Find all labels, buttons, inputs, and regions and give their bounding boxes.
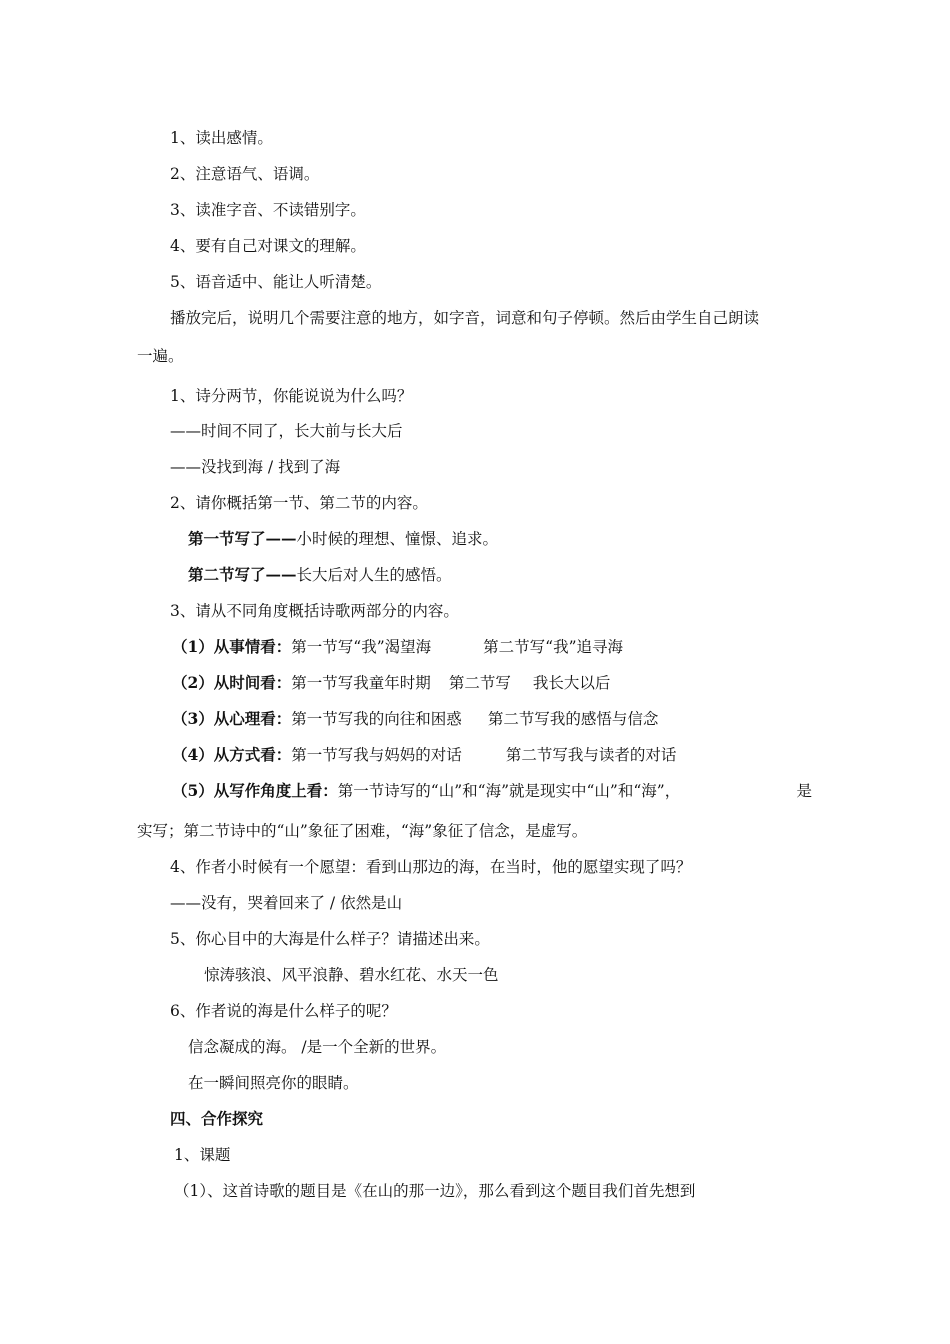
topic-question-1: （1）、这首诗歌的题目是《在山的那一边》，那么看到这个题目我们首先想到 [174, 1182, 696, 1200]
answer-4: ——没有，哭着回来了 / 依然是山 [170, 894, 403, 912]
paragraph-playback: 播放完后，说明几个需要注意的地方，如字音，词意和句子停顿。然后由学生自己朗读 [170, 309, 760, 327]
section-1-label: 第一节写了—— [188, 529, 297, 548]
angle-5-label: （5）从写作角度上看： [172, 781, 338, 800]
angle-2-b: 第二节写 [448, 674, 511, 692]
angle-1-a: 第一节写“我”渴望海 [291, 638, 432, 656]
section-1-summary [188, 529, 498, 549]
answer-5: 惊涛骇浪、风平浪静、碧水红花、水天一色 [204, 966, 499, 984]
sub-heading-topic: 1、课题 [174, 1146, 231, 1164]
angle-2-c: 我长大以后 [532, 674, 611, 692]
question-4: 4、作者小时候有一个愿望：看到山那边的海，在当时，他的愿望实现了吗？ [170, 858, 692, 876]
question-1: 1、诗分两节，你能说说为什么吗？ [170, 387, 413, 405]
question-2: 2、请你概括第一节、第二节的内容。 [170, 494, 428, 512]
angle-5-cont: 实写；第二节诗中的“山”象征了困难，“海”象征了信念，是虚写。 [137, 822, 588, 840]
angle-3-label: （3）从心理看： [172, 709, 292, 728]
angle-1 [172, 637, 623, 657]
line-pronunciation: 3、读准字音、不读错别字。 [170, 201, 366, 219]
line-understanding: 4、要有自己对课文的理解。 [170, 237, 366, 255]
angle-2-a: 第一节写我童年时期 [291, 674, 431, 692]
angle-4 [172, 745, 676, 765]
angle-4-a: 第一节写我与妈妈的对话 [291, 746, 462, 764]
section-2-summary [188, 565, 452, 585]
angle-4-b: 第二节写我与读者的对话 [505, 746, 677, 764]
angle-3 [172, 709, 658, 729]
angle-4-label: （4）从方式看： [172, 745, 292, 764]
answer-6b: 在一瞬间照亮你的眼睛。 [188, 1074, 359, 1092]
angle-5-text: 第一节诗写的“山”和“海”就是现实中“山”和“海”， [337, 782, 681, 800]
line-read-emotion: 1、读出感情。 [170, 129, 273, 147]
section-2-text: 长大后对人生的感悟。 [296, 566, 452, 584]
line-tone: 2、注意语气、语调。 [170, 165, 320, 183]
question-5: 5、你心目中的大海是什么样子？请描述出来。 [170, 930, 490, 948]
angle-3-b: 第二节写我的感悟与信念 [487, 710, 659, 728]
angle-3-a: 第一节写我的向往和困惑 [291, 710, 462, 728]
angle-2-label: （2）从时间看： [172, 673, 292, 692]
answer-6a: 信念凝成的海。 /是一个全新的世界。 [188, 1038, 447, 1056]
paragraph-playback-cont: 一遍。 [137, 347, 184, 365]
angle-5 [172, 781, 812, 801]
section-heading-4: 四、合作探究 [170, 1109, 264, 1128]
question-3: 3、请从不同角度概括诗歌两部分的内容。 [170, 602, 459, 620]
question-6: 6、作者说的海是什么样子的呢？ [170, 1002, 397, 1020]
section-2-label: 第二节写了—— [188, 565, 297, 584]
section-1-text: 小时候的理想、憧憬、追求。 [296, 530, 499, 548]
angle-5-end: 是 [796, 782, 812, 800]
answer-1a: ——时间不同了，长大前与长大后 [170, 422, 403, 440]
line-volume: 5、语音适中、能让人听清楚。 [170, 273, 382, 291]
angle-2 [172, 673, 610, 693]
answer-1b: ——没找到海 / 找到了海 [170, 458, 341, 476]
angle-1-label: （1）从事情看： [172, 637, 292, 656]
angle-1-b: 第二节写“我”追寻海 [483, 638, 624, 656]
